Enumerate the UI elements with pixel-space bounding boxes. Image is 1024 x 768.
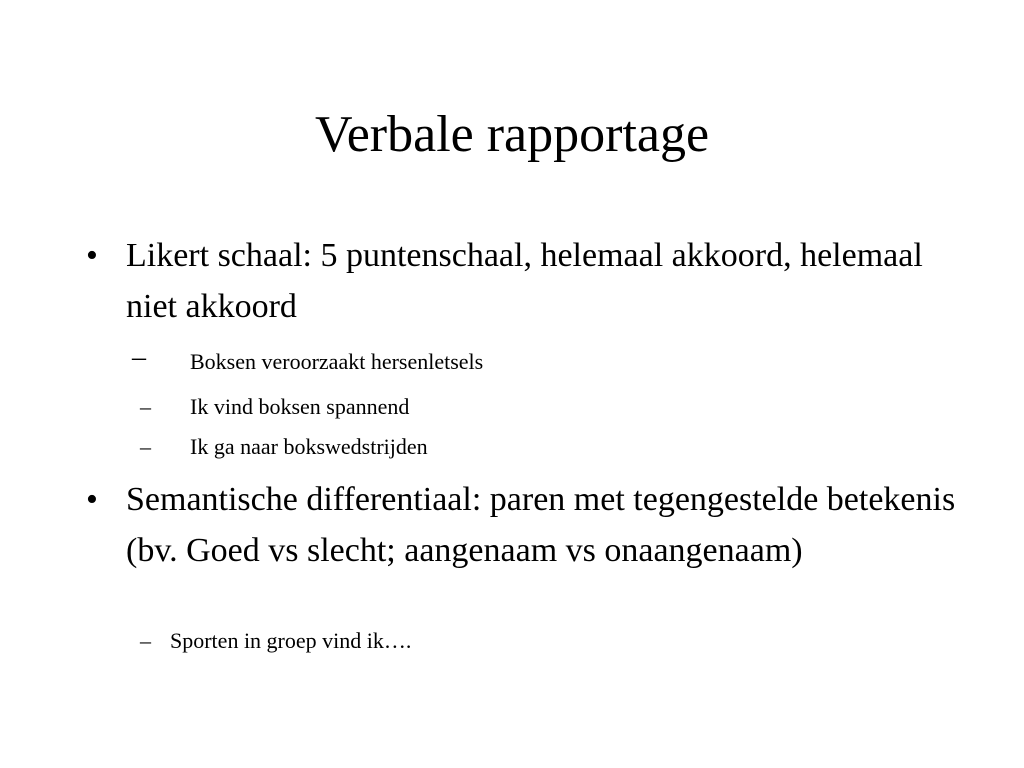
subitem-text: Ik ga naar bokswedstrijden <box>190 434 428 459</box>
bullet-item-likert <box>86 230 966 332</box>
subitem-text: Boksen veroorzaakt hersenletsels <box>190 349 484 374</box>
subitem-text: Sporten in groep vind ik…. <box>170 628 412 653</box>
slide-title: Verbale rapportage <box>314 106 710 163</box>
bullet-marker: • <box>86 237 98 274</box>
subitem-dash: – <box>140 394 151 419</box>
bullet-text: Semantische differentiaal: paren met tegengestelde betekenis (bv. Goed vs slecht; aangenaam vs onaangenaam) <box>126 481 956 569</box>
subitem-text: Ik vind boksen spannend <box>190 394 410 419</box>
subitem-dash: – <box>140 434 151 459</box>
bullet-item-semantische-differentiaal <box>86 474 966 576</box>
subitem-dash: – <box>140 628 151 653</box>
bullet-marker: • <box>86 481 98 518</box>
subitem-dash: – <box>132 342 146 373</box>
bullet-text: Likert schaal: 5 puntenschaal, helemaal akkoord, helemaal niet akkoord <box>126 237 923 325</box>
